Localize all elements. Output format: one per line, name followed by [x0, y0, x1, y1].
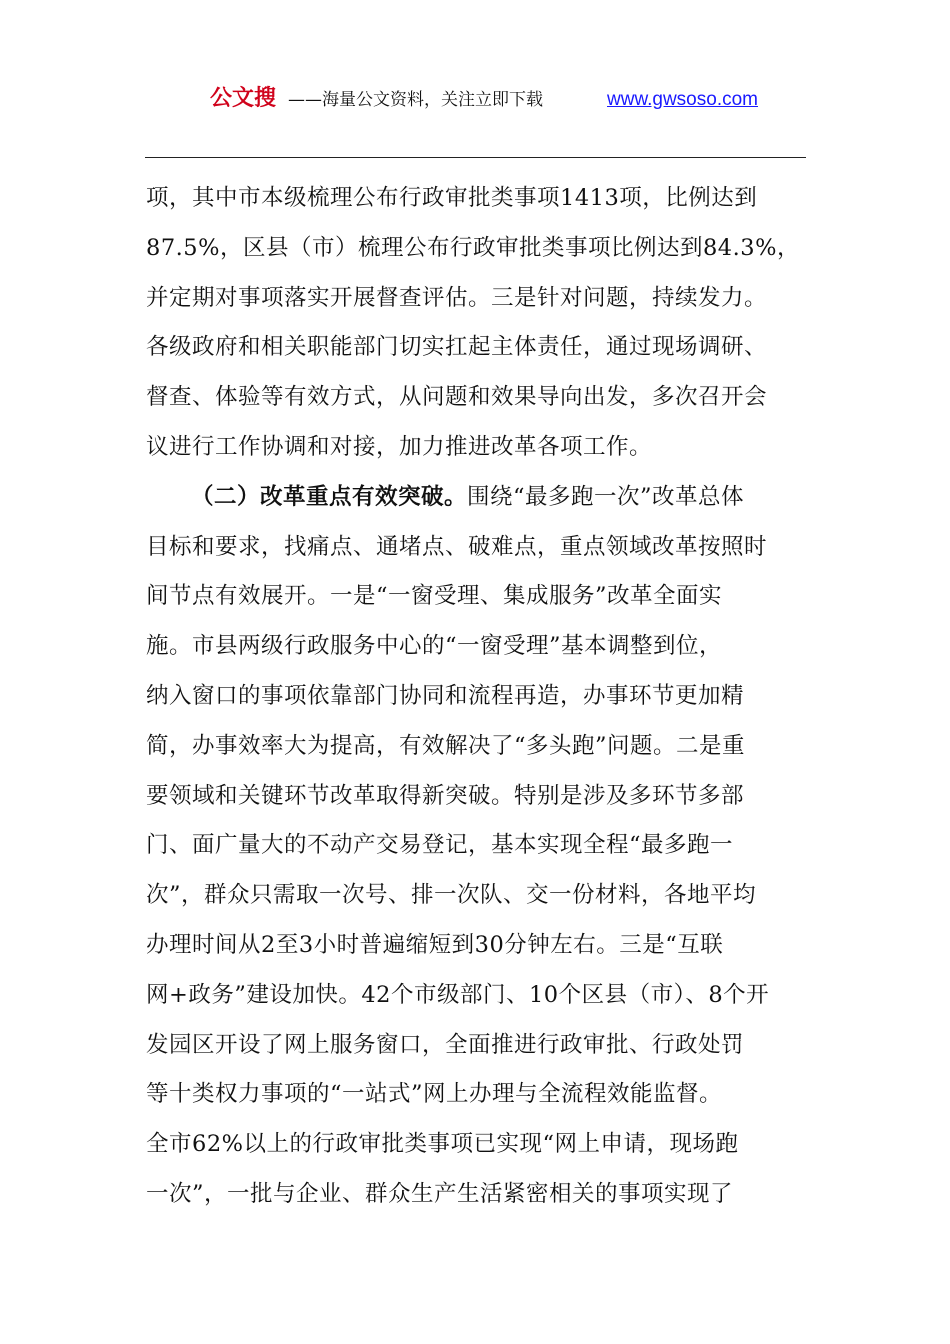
body-line: 目标和要求，找痛点、通堵点、破难点，重点领域改革按照时 [146, 533, 768, 560]
body-line: 等十类权力事项的“一站式”网上办理与全流程效能监督。 [146, 1081, 723, 1108]
brand-logo-text: 公文搜 [210, 86, 277, 111]
header-tagline: ——海量公文资料，关注立即下载 [288, 90, 543, 110]
body-line: 各级政府和相关职能部门切实扛起主体责任，通过现场调研、 [146, 334, 768, 361]
body-line: 发园区开设了网上服务窗口，全面推进行政审批、行政处罚 [146, 1031, 745, 1058]
body-line: 次”，群众只需取一次号、排一次队、交一份材料，各地平均 [146, 882, 757, 909]
site-link[interactable]: www.gwsoso.com [607, 89, 758, 110]
page-header [0, 84, 950, 116]
section-heading: （二）改革重点有效突破。 [191, 483, 468, 510]
body-line: 督查、体验等有效方式，从问题和效果导向出发，多次召开会 [146, 384, 768, 411]
body-line: 全市62%以上的行政审批类事项已实现“网上申请，现场跑 [146, 1131, 739, 1158]
body-line: 简，办事效率大为提高，有效解决了“多头跑”问题。二是重 [146, 732, 746, 759]
body-line: 要领域和关键环节改革取得新突破。特别是涉及多环节多部 [146, 782, 745, 809]
document-body [146, 174, 808, 1220]
body-line: 议进行工作协调和对接，加力推进改革各项工作。 [146, 433, 653, 460]
body-line: 一次”，一批与企业、群众生产生活紧密相关的事项实现了 [146, 1180, 734, 1207]
body-line: 间节点有效展开。一是“一窗受理、集成服务”改革全面实 [146, 583, 723, 610]
body-line: 门、面广量大的不动产交易登记，基本实现全程“最多跑一 [146, 832, 734, 859]
section-first-line [146, 473, 808, 523]
header-divider [145, 157, 806, 158]
body-line: 项，其中市本级梳理公布行政审批类事项1413项，比例达到 [146, 185, 758, 211]
body-line: 87.5%，区县（市）梳理公布行政审批类事项比例达到84.3%， [146, 234, 800, 261]
body-line: 施。市县两级行政服务中心的“一窗受理”基本调整到位， [146, 633, 723, 660]
body-line: 网+政务”建设加快。42个市级部门、10个区县（市）、8个开 [146, 981, 770, 1008]
body-line: 纳入窗口的事项依靠部门协同和流程再造，办事环节更加精 [146, 682, 745, 709]
body-line: 办理时间从2至3小时普遍缩短到30分钟左右。三是“互联 [146, 931, 724, 958]
body-line: 并定期对事项落实开展督查评估。三是针对问题，持续发力。 [146, 284, 768, 311]
section-first-line-text: 围绕“最多跑一次”改革总体 [467, 483, 745, 510]
